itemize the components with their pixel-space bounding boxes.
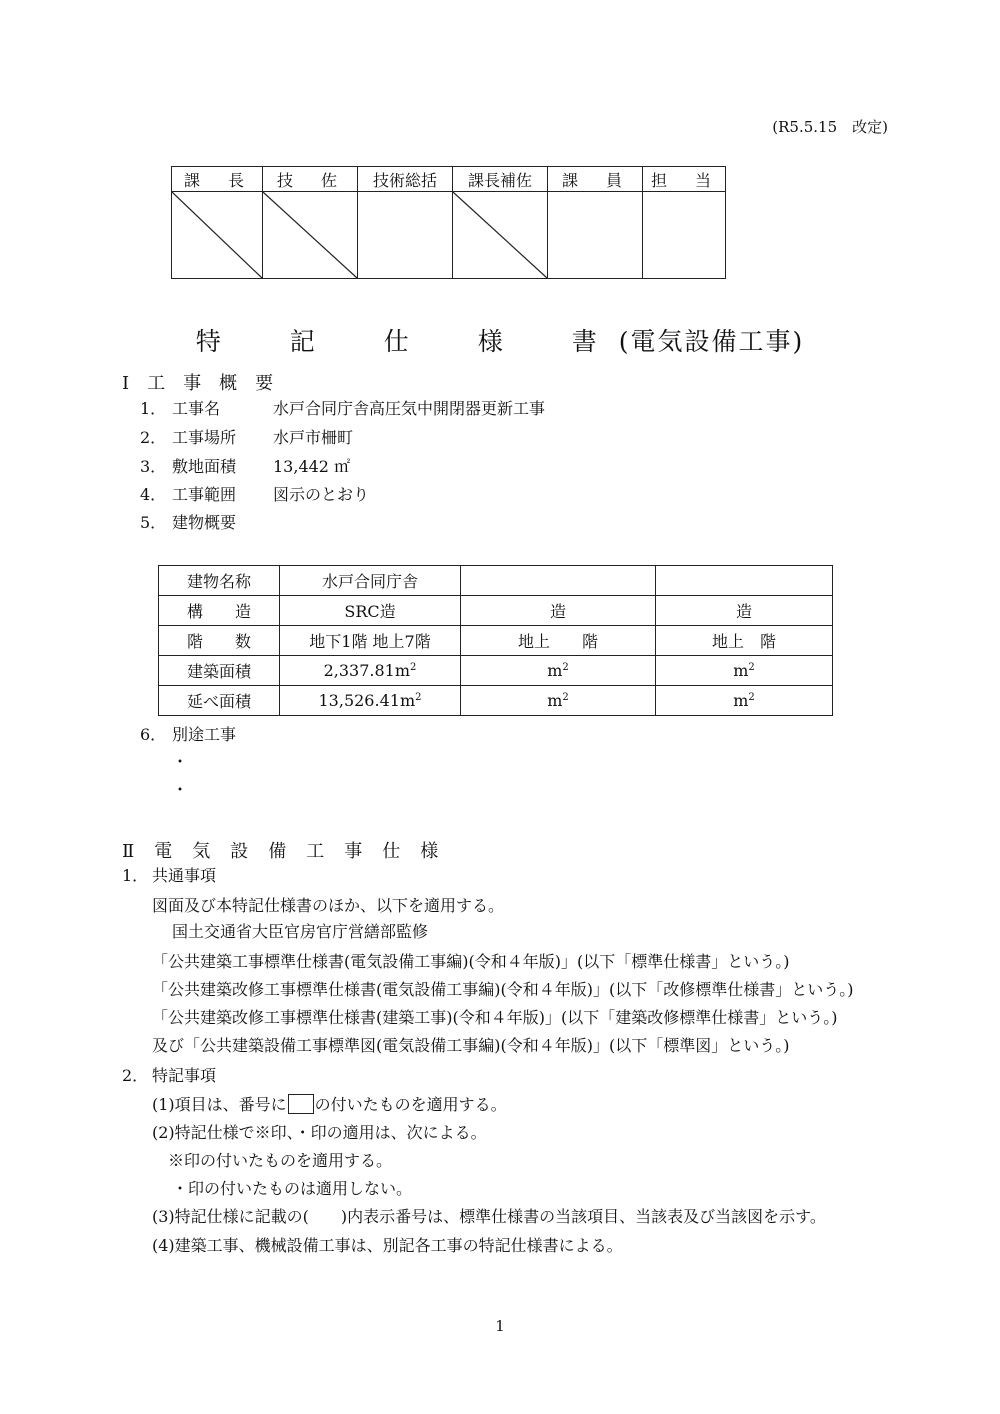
section-2-heading: Ⅱ 電 気 設 備 工 事 仕 様	[122, 841, 440, 862]
common-line-2: 国土交通省大臣官房官庁営繕部監修	[172, 922, 429, 941]
row-label: 階 数	[159, 626, 280, 656]
item-3-label: 敷地面積	[172, 457, 237, 476]
unit-sup: 2	[415, 692, 422, 703]
project-name: 水戸合同庁舎高圧気中開閉器更新工事	[273, 399, 546, 418]
building-area-value: 2,337.81	[323, 661, 395, 680]
bullet: ・	[172, 780, 189, 799]
page-number: 1	[495, 1317, 505, 1335]
floor-area-2	[461, 686, 656, 716]
floors-3: 地上 階	[656, 626, 833, 656]
table-row	[159, 626, 833, 656]
special-item-3: (3)特記仕様に記載の( )内表示番号は、標準仕様書の当該項目、当該表及び当該図を示す。	[152, 1207, 826, 1226]
approval-box-kacho-hosa	[453, 192, 548, 279]
common-num: 1．	[122, 866, 149, 885]
approval-stamp-table	[171, 166, 726, 279]
standard-spec-1: 「公共建築工事標準仕様書(電気設備工事編)(令和４年版)」(以下「標準仕様書」という。)	[152, 952, 790, 971]
item-6-num: 6．	[140, 725, 167, 744]
unit-sup: 2	[748, 692, 755, 703]
bullet: ・	[172, 752, 189, 771]
item-1-pre: (1)項目は、番号に	[152, 1095, 287, 1114]
approval-box-gijutsu-sokatsu	[358, 192, 453, 279]
floor-area-3	[656, 686, 833, 716]
table-row	[159, 656, 833, 686]
item-5-num: 5．	[140, 513, 167, 532]
unit-m: m	[733, 691, 749, 710]
item-2-label: 工事場所	[172, 428, 237, 447]
special-item-2b: ・印の付いたものは適用しない。	[172, 1179, 413, 1198]
approval-header-gijutsu-sokatsu: 技術総括	[358, 167, 453, 192]
row-label: 建物名称	[159, 566, 280, 596]
floor-area-value: 13,526.41	[318, 691, 400, 710]
floor-area-1	[280, 686, 461, 716]
table-row	[159, 596, 833, 626]
special-item-4: (4)建築工事、機械設備工事は、別記各工事の特記仕様書による。	[152, 1236, 623, 1255]
approval-header-kain: 課 員	[548, 167, 643, 192]
diagonal-strike	[453, 192, 547, 278]
table-row	[159, 566, 833, 596]
approval-box-gisa	[263, 192, 358, 279]
row-label: 構 造	[159, 596, 280, 626]
section-1-heading: Ⅰ 工 事 概 要	[122, 373, 274, 394]
building-area-2	[461, 656, 656, 686]
site-area: 13,442 ㎡	[273, 457, 351, 476]
item-2-num: 2．	[140, 428, 167, 447]
row-label: 建築面積	[159, 656, 280, 686]
unit-sup: 2	[562, 692, 569, 703]
building-area-1	[280, 656, 461, 686]
item-1-post: の付いたものを適用する。	[314, 1095, 507, 1114]
floors-1: 地下1階 地上7階	[280, 626, 461, 656]
checkbox-icon	[288, 1094, 314, 1114]
building-name-2	[461, 566, 656, 596]
approval-box-kacho	[172, 192, 263, 279]
item-1-label: 工事名	[172, 399, 221, 418]
special-item-2: (2)特記仕様で※印、・印の適用は、次による。	[152, 1123, 487, 1142]
building-name: 水戸合同庁舎	[280, 566, 461, 596]
unit-m: m	[733, 661, 749, 680]
title-main: 特 記 仕 様 書	[195, 327, 619, 356]
unit-m: m	[547, 691, 563, 710]
special-label: 特記事項	[152, 1066, 217, 1085]
item-1-num: 1．	[140, 399, 167, 418]
structure-1: SRC造	[280, 596, 461, 626]
approval-box-kain	[548, 192, 643, 279]
item-3-num: 3．	[140, 457, 167, 476]
building-area-3	[656, 656, 833, 686]
revision-note: (R5.5.15 改定)	[772, 118, 888, 136]
standard-spec-4: 及び「公共建築設備工事標準図(電気設備工事編)(令和４年版)」(以下「標準図」という。)	[152, 1036, 790, 1055]
special-item-2a: ※印の付いたものを適用する。	[168, 1151, 393, 1170]
floors-2: 地上 階	[461, 626, 656, 656]
building-name-3	[656, 566, 833, 596]
approval-header-kacho: 課 長	[172, 167, 263, 192]
approval-box-tanto	[643, 192, 726, 279]
title-sub: (電気設備工事)	[618, 327, 805, 356]
unit-m: m	[394, 661, 411, 680]
structure-3: 造	[656, 596, 833, 626]
unit-m: m	[547, 661, 563, 680]
approval-header-tanto: 担 当	[643, 167, 726, 192]
special-item-1	[152, 1094, 507, 1115]
standard-spec-3: 「公共建築改修工事標準仕様書(建築工事)(令和４年版)」(以下「建築改修標準仕様書」という。)	[152, 1008, 838, 1027]
item-5-label: 建物概要	[172, 513, 237, 532]
item-4-label: 工事範囲	[172, 485, 237, 504]
approval-header-kacho-hosa: 課長補佐	[453, 167, 548, 192]
building-outline-table	[158, 565, 833, 716]
unit-sup: 2	[748, 662, 755, 673]
approval-header-gisa: 技 佐	[263, 167, 358, 192]
common-label: 共通事項	[152, 866, 217, 885]
table-row	[159, 686, 833, 716]
item-4-num: 4．	[140, 485, 167, 504]
row-label: 延べ面積	[159, 686, 280, 716]
special-num: 2．	[122, 1066, 149, 1085]
unit-sup: 2	[410, 662, 417, 673]
project-location: 水戸市柵町	[273, 428, 354, 447]
work-scope: 図示のとおり	[273, 485, 370, 504]
item-6-label: 別途工事	[172, 725, 237, 744]
diagonal-strike	[263, 192, 357, 278]
common-line-1: 図面及び本特記仕様書のほか、以下を適用する。	[152, 896, 505, 915]
standard-spec-2: 「公共建築改修工事標準仕様書(電気設備工事編)(令和４年版)」(以下「改修標準仕様書」という。)	[152, 980, 854, 999]
structure-2: 造	[461, 596, 656, 626]
document-title	[0, 322, 1000, 358]
unit-m: m	[399, 691, 416, 710]
diagonal-strike	[172, 192, 262, 278]
unit-sup: 2	[562, 662, 569, 673]
